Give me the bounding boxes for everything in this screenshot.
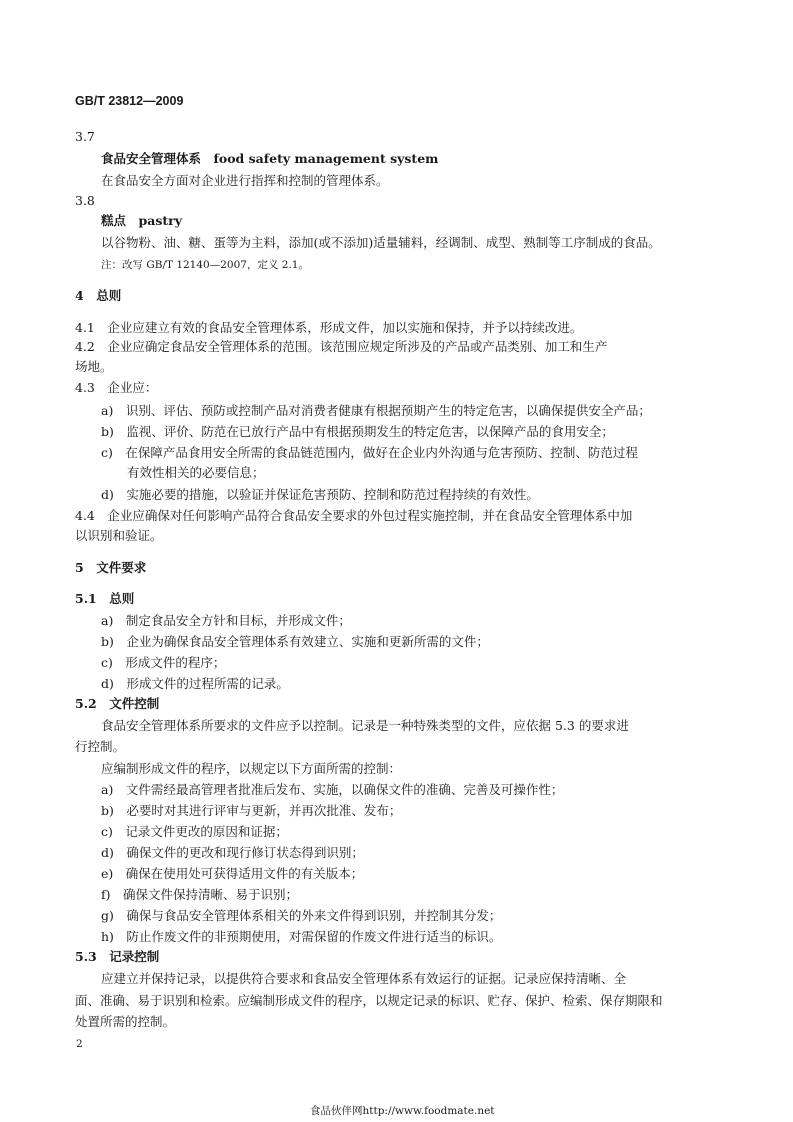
- clause-4-3-item-b: b) 监视、评价、防范在已放行产品中有根据预期发生的特定危害，以保障产品的食用安全；: [101, 424, 614, 439]
- clause-5-2-item-a: a) 文件需经最高管理者批准后发布、实施，以确保文件的准确、完善及可操作性；: [101, 782, 564, 797]
- clause-4-4-line2: 以识别和验证。: [75, 528, 163, 543]
- clause-4-2-line2: 场地。: [75, 359, 113, 374]
- clause-5-1-item-a: a) 制定食品安全方针和目标，并形成文件；: [101, 613, 351, 628]
- clause-5-2-item-e: e) 确保在使用处可获得适用文件的有关版本；: [101, 866, 364, 881]
- page-number: 2: [76, 1038, 83, 1050]
- clause-3-7-definition: 在食品安全方面对企业进行指挥和控制的管理体系。: [101, 173, 389, 188]
- clause-3-8-note: 注：改写 GB/T 12140—2007，定义 2.1。: [101, 259, 309, 271]
- clause-5-3-line3: 处置所需的控制。: [75, 1014, 176, 1029]
- clause-5-3-title: 5.3 记录控制: [75, 949, 160, 964]
- clause-3-8-definition: 以谷物粉、油、糖、蛋等为主料，添加(或不添加)适量辅料，经调制、成型、熟制等工序制成的食品。: [101, 235, 661, 250]
- clause-5-2-title: 5.2 文件控制: [75, 696, 160, 711]
- clause-5-2-para2: 应编制形成文件的程序，以规定以下方面所需的控制：: [101, 761, 402, 776]
- section-5-title: 5 文件要求: [75, 560, 147, 575]
- clause-5-2-item-g: g) 确保与食品安全管理体系相关的外来文件得到识别，并控制其分发；: [101, 908, 502, 923]
- clause-5-2-item-c: c) 记录文件更改的原因和证据；: [101, 824, 288, 839]
- clause-3-8-number: 3.8: [75, 193, 95, 208]
- clause-3-8-term: 糕点 pastry: [101, 213, 182, 228]
- clause-5-2-item-b: b) 必要时对其进行评审与更新，并再次批准、发布；: [101, 803, 402, 818]
- header-standard-code: GB/T 23812—2009: [75, 94, 184, 108]
- clause-5-3-line2: 面、准确、易于识别和检索。应编制形成文件的程序，以规定记录的标识、贮存、保护、检索、保存期限和: [75, 993, 663, 1008]
- clause-4-2-line1: 4.2 企业应确定食品安全管理体系的范围。该范围应规定所涉及的产品或产品类别、加工和生产: [75, 339, 608, 354]
- clause-4-1: 4.1 企业应建立有效的食品安全管理体系，形成文件，加以实施和保持，并予以持续改进。: [75, 320, 583, 335]
- clause-5-1-item-b: b) 企业为确保食品安全管理体系有效建立、实施和更新所需的文件；: [101, 634, 489, 649]
- clause-4-3-item-c-line2: 有效性相关的必要信息；: [127, 465, 265, 480]
- clause-4-3-item-d: d) 实施必要的措施，以验证并保证危害预防、控制和防范过程持续的有效性。: [101, 487, 539, 502]
- clause-5-2-para1-line2: 行控制。: [75, 739, 126, 754]
- section-4-title: 4 总则: [75, 288, 122, 303]
- clause-5-1-title: 5.1 总则: [75, 591, 135, 606]
- clause-5-2-item-h: h) 防止作废文件的非预期使用，对需保留的作废文件进行适当的标识。: [101, 929, 502, 944]
- clause-5-2-para1-line1: 食品安全管理体系所要求的文件应予以控制。记录是一种特殊类型的文件，应依据 5.3 的要求进: [101, 718, 629, 733]
- clause-5-2-item-d: d) 确保文件的更改和现行修订状态得到识别；: [101, 845, 364, 860]
- footer-source-link[interactable]: 食品伙伴网http://www.foodmate.net: [310, 1105, 495, 1117]
- clause-3-7-number: 3.7: [75, 129, 95, 144]
- clause-4-4-line1: 4.4 企业应确保对任何影响产品符合食品安全要求的外包过程实施控制，并在食品安全管理体系中加: [75, 508, 633, 523]
- clause-5-3-line1: 应建立并保持记录，以提供符合要求和食品安全管理体系有效运行的证据。记录应保持清晰、全: [101, 971, 627, 986]
- clause-5-2-item-f: f) 确保文件保持清晰、易于识别；: [101, 887, 299, 902]
- clause-4-3: 4.3 企业应：: [75, 380, 158, 395]
- clause-5-1-item-c: c) 形成文件的程序；: [101, 655, 226, 670]
- clause-4-3-item-a: a) 识别、评估、预防或控制产品对消费者健康有根据预期产生的特定危害，以确保提供安全产品；: [101, 403, 651, 418]
- clause-3-7-term: 食品安全管理体系 food safety management system: [101, 151, 439, 166]
- clause-4-3-item-c-line1: c) 在保障产品食用安全所需的食品链范围内，做好在企业内外沟通与危害预防、控制、防范过程: [101, 445, 638, 460]
- clause-5-1-item-d: d) 形成文件的过程所需的记录。: [101, 676, 289, 691]
